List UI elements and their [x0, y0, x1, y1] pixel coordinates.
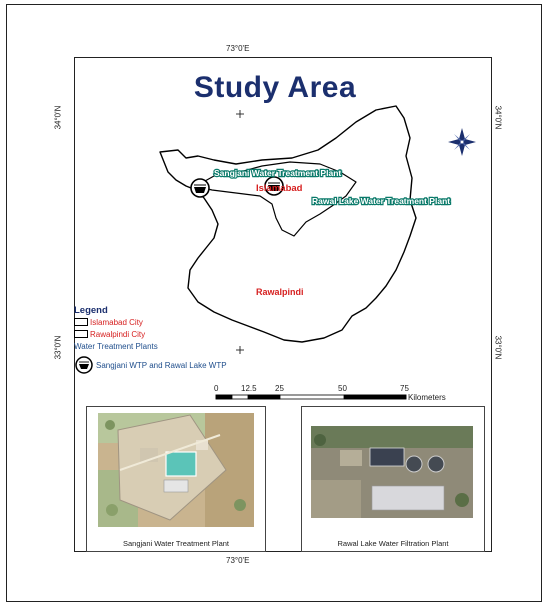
islamabad-label: Islamabad	[256, 183, 303, 194]
rawal-plant-label: Rawal Lake Water Treatment Plant	[312, 196, 451, 206]
legend-islamabad-label: Islamabad City	[90, 317, 143, 327]
legend-rawalpindi-label: Rawalpindi City	[90, 329, 146, 339]
sangjani-photo-frame	[86, 406, 266, 552]
legend-title: Legend	[74, 305, 108, 316]
bottom-longitude-label: 73°0'E	[226, 556, 250, 565]
scale-tick-12-5: 12.5	[241, 384, 257, 393]
map-title: Study Area	[193, 71, 357, 104]
right-lat-top-label: 34°0'N	[493, 105, 503, 130]
legend-wtp-label: Sangjani WTP and Rawal Lake WTP	[96, 360, 227, 370]
rawalpindi-swatch	[74, 330, 88, 338]
top-longitude-label: 73°0'E	[226, 44, 250, 53]
legend-row-rawalpindi	[74, 328, 227, 340]
scale-tick-75: 75	[400, 384, 409, 393]
islamabad-swatch	[74, 318, 88, 326]
scale-tick-25: 25	[275, 384, 284, 393]
right-lat-bottom-label: 33°0'N	[493, 335, 503, 360]
north-arrow-icon	[448, 128, 476, 156]
rawal-caption: Rawal Lake Water Filtration Plant	[337, 539, 449, 548]
legend-row-wtp-symbol	[74, 356, 227, 374]
scale-bar	[216, 395, 406, 399]
legend-row-wtp-header	[74, 340, 227, 352]
legend-wtp-header: Water Treatment Plants	[74, 341, 158, 351]
left-lat-top-label: 34°0'N	[53, 105, 63, 130]
legend-wtp-icon	[74, 355, 94, 375]
scale-tick-0: 0	[214, 384, 219, 393]
sangjani-wtp-icon	[191, 179, 209, 197]
legend	[74, 305, 227, 374]
scale-tick-50: 50	[338, 384, 347, 393]
scale-unit: Kilometers	[408, 393, 446, 402]
sangjani-plant-label: Sangjani Water Treatment Plant	[214, 168, 342, 178]
legend-row-islamabad	[74, 316, 227, 328]
rawalpindi-label: Rawalpindi	[256, 287, 304, 297]
sangjani-caption: Sangjani Water Treatment Plant	[122, 539, 230, 548]
left-lat-bottom-label: 33°0'N	[53, 335, 63, 360]
rawal-photo-frame	[301, 406, 485, 552]
